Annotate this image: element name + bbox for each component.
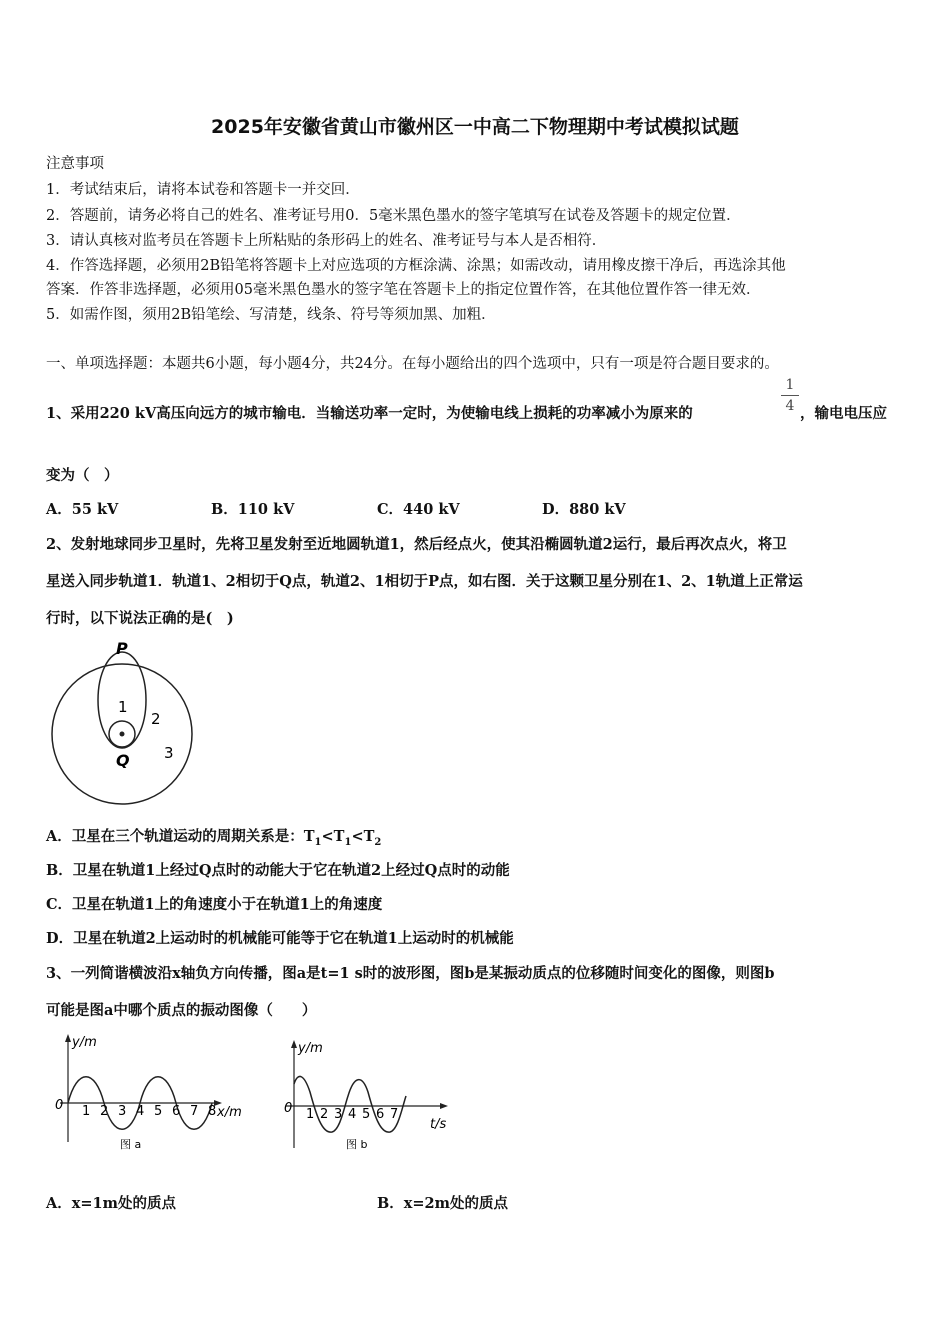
origin-label: 0 (55, 1098, 64, 1113)
q2-option-b: B．卫星在轨道1上经过Q点时的动能大于它在轨道2上经过Q点时的动能 (46, 862, 510, 879)
y-axis-arrow (291, 1040, 297, 1048)
q2-option-c: C．卫星在轨道1上的角速度小于在轨道1上的角速度 (46, 896, 383, 913)
q1-option-b: B．110 kV (211, 501, 295, 518)
tick-label: 6 (376, 1107, 385, 1122)
vibration-curve (294, 1076, 406, 1132)
q3-stem: 3、一列简谐横波沿x轴负方向传播，图a是t=1 s时的波形图，图b是某振动质点的位移随时间变化的图像，则图b (46, 965, 775, 982)
tick-label: 1 (306, 1107, 315, 1122)
tick-label: 8 (208, 1104, 217, 1119)
notice-item: 2．答题前，请务必将自己的姓名、准考证号用0．5毫米黑色墨水的签字笔填写在试卷及答题卡的规定位置． (46, 208, 741, 224)
x-label: x/m (217, 1105, 242, 1120)
wave-graph-b (276, 1036, 466, 1160)
y-axis-arrow (65, 1034, 71, 1042)
orbit-diagram (46, 636, 206, 816)
tick-label: 5 (154, 1104, 163, 1119)
t-label: t/s (430, 1117, 447, 1132)
q2-option-a-text: <T (351, 828, 375, 845)
q2-stem: 2、发射地球同步卫星时，先将卫星发射至近地圆轨道1，然后经点火，使其沿椭圆轨道2运行，最后再次点火，将卫 (46, 536, 787, 553)
subscript: 1 (314, 836, 322, 848)
tick-labels (306, 1107, 398, 1122)
tick-labels (82, 1104, 216, 1119)
y-label: y/m (72, 1035, 97, 1050)
tick-label: 4 (136, 1104, 145, 1119)
t-axis-arrow (440, 1103, 448, 1109)
notice-heading: 注意事项 (46, 156, 104, 172)
origin-label: 0 (284, 1101, 293, 1116)
q2-stem: 行时，以下说法正确的是( ) (46, 610, 234, 627)
tick-label: 5 (362, 1107, 371, 1122)
fraction-numerator: 1 (785, 377, 795, 393)
q1-fraction (781, 377, 799, 414)
q2-option-a-text: A．卫星在三个轨道运动的周期关系是：T (46, 828, 315, 845)
fraction-denominator: 4 (785, 398, 795, 414)
section-heading: 一、单项选择题：本题共6小题，每小题4分，共24分。在每小题给出的四个选项中，只有一项是符合题目要求的。 (46, 356, 779, 372)
q1-stem-cont: 变为（ ） (46, 467, 119, 484)
q2-option-a (46, 825, 381, 848)
subscript: 2 (374, 836, 382, 848)
earth-dot (120, 732, 125, 737)
wave-graph-a (50, 1030, 260, 1160)
notice-item: 5．如需作图，须用2B铅笔绘、写清楚，线条、符号等须加黑、加粗． (46, 307, 496, 323)
point-q-label: Q (116, 751, 130, 770)
orbit-3-label: 3 (164, 744, 174, 762)
q2-option-a-text: <T (321, 828, 345, 845)
orbit-2-label: 2 (151, 710, 161, 728)
tick-label: 3 (118, 1104, 127, 1119)
tick-label: 4 (348, 1107, 357, 1122)
tick-label: 2 (320, 1107, 329, 1122)
point-p-label: P (116, 639, 128, 658)
q3-stem: 可能是图a中哪个质点的振动图像（ ） (46, 1002, 317, 1019)
q2-option-d: D．卫星在轨道2上运动时的机械能可能等于它在轨道1上运动时的机械能 (46, 930, 514, 947)
tick-label: 2 (100, 1104, 109, 1119)
graph-caption: 图 a (120, 1138, 142, 1151)
subscript: 1 (344, 836, 352, 848)
page-title: 2025年安徽省黄山市徽州区一中高二下物理期中考试模拟试题 (211, 116, 739, 138)
q1-option-d: D．880 kV (542, 501, 626, 518)
q1-option-a: A．55 kV (46, 501, 119, 518)
q1-stem: 1、采用220 kV高压向远方的城市输电．当输送功率一定时，为使输电线上损耗的功率减小为原来的 (46, 405, 693, 422)
orbit-1-label: 1 (118, 698, 128, 716)
q2-stem: 星送入同步轨道1．轨道1、2相切于Q点，轨道2、1相切于P点，如右图．关于这颗卫星分别在1、2、1轨道上正常运 (46, 573, 803, 590)
notice-item: 3．请认真核对监考员在答题卡上所粘贴的条形码上的姓名、准考证号与本人是否相符． (46, 233, 607, 249)
q3-option-a: A．x=1m处的质点 (46, 1195, 176, 1212)
tick-label: 1 (82, 1104, 91, 1119)
tick-label: 7 (190, 1104, 199, 1119)
graph-caption: 图 b (346, 1138, 368, 1151)
notice-item: 答案．作答非选择题，必须用05毫米黑色墨水的签字笔在答题卡上的指定位置作答，在其他位置作答一律无效． (46, 282, 761, 298)
q1-option-c: C．440 kV (377, 501, 460, 518)
tick-label: 3 (334, 1107, 343, 1122)
tick-label: 7 (390, 1107, 399, 1122)
tick-label: 6 (172, 1104, 181, 1119)
y-label: y/m (298, 1041, 323, 1056)
q3-option-b: B．x=2m处的质点 (377, 1195, 508, 1212)
notice-item: 4．作答选择题，必须用2B铅笔将答题卡上对应选项的方框涂满、涂黑；如需改动，请用橡皮擦干净后，再选涂其他 (46, 258, 786, 274)
notice-item: 1．考试结束后，请将本试卷和答题卡一并交回． (46, 182, 360, 198)
q1-stem-end: ，输电电压应 (800, 405, 887, 422)
